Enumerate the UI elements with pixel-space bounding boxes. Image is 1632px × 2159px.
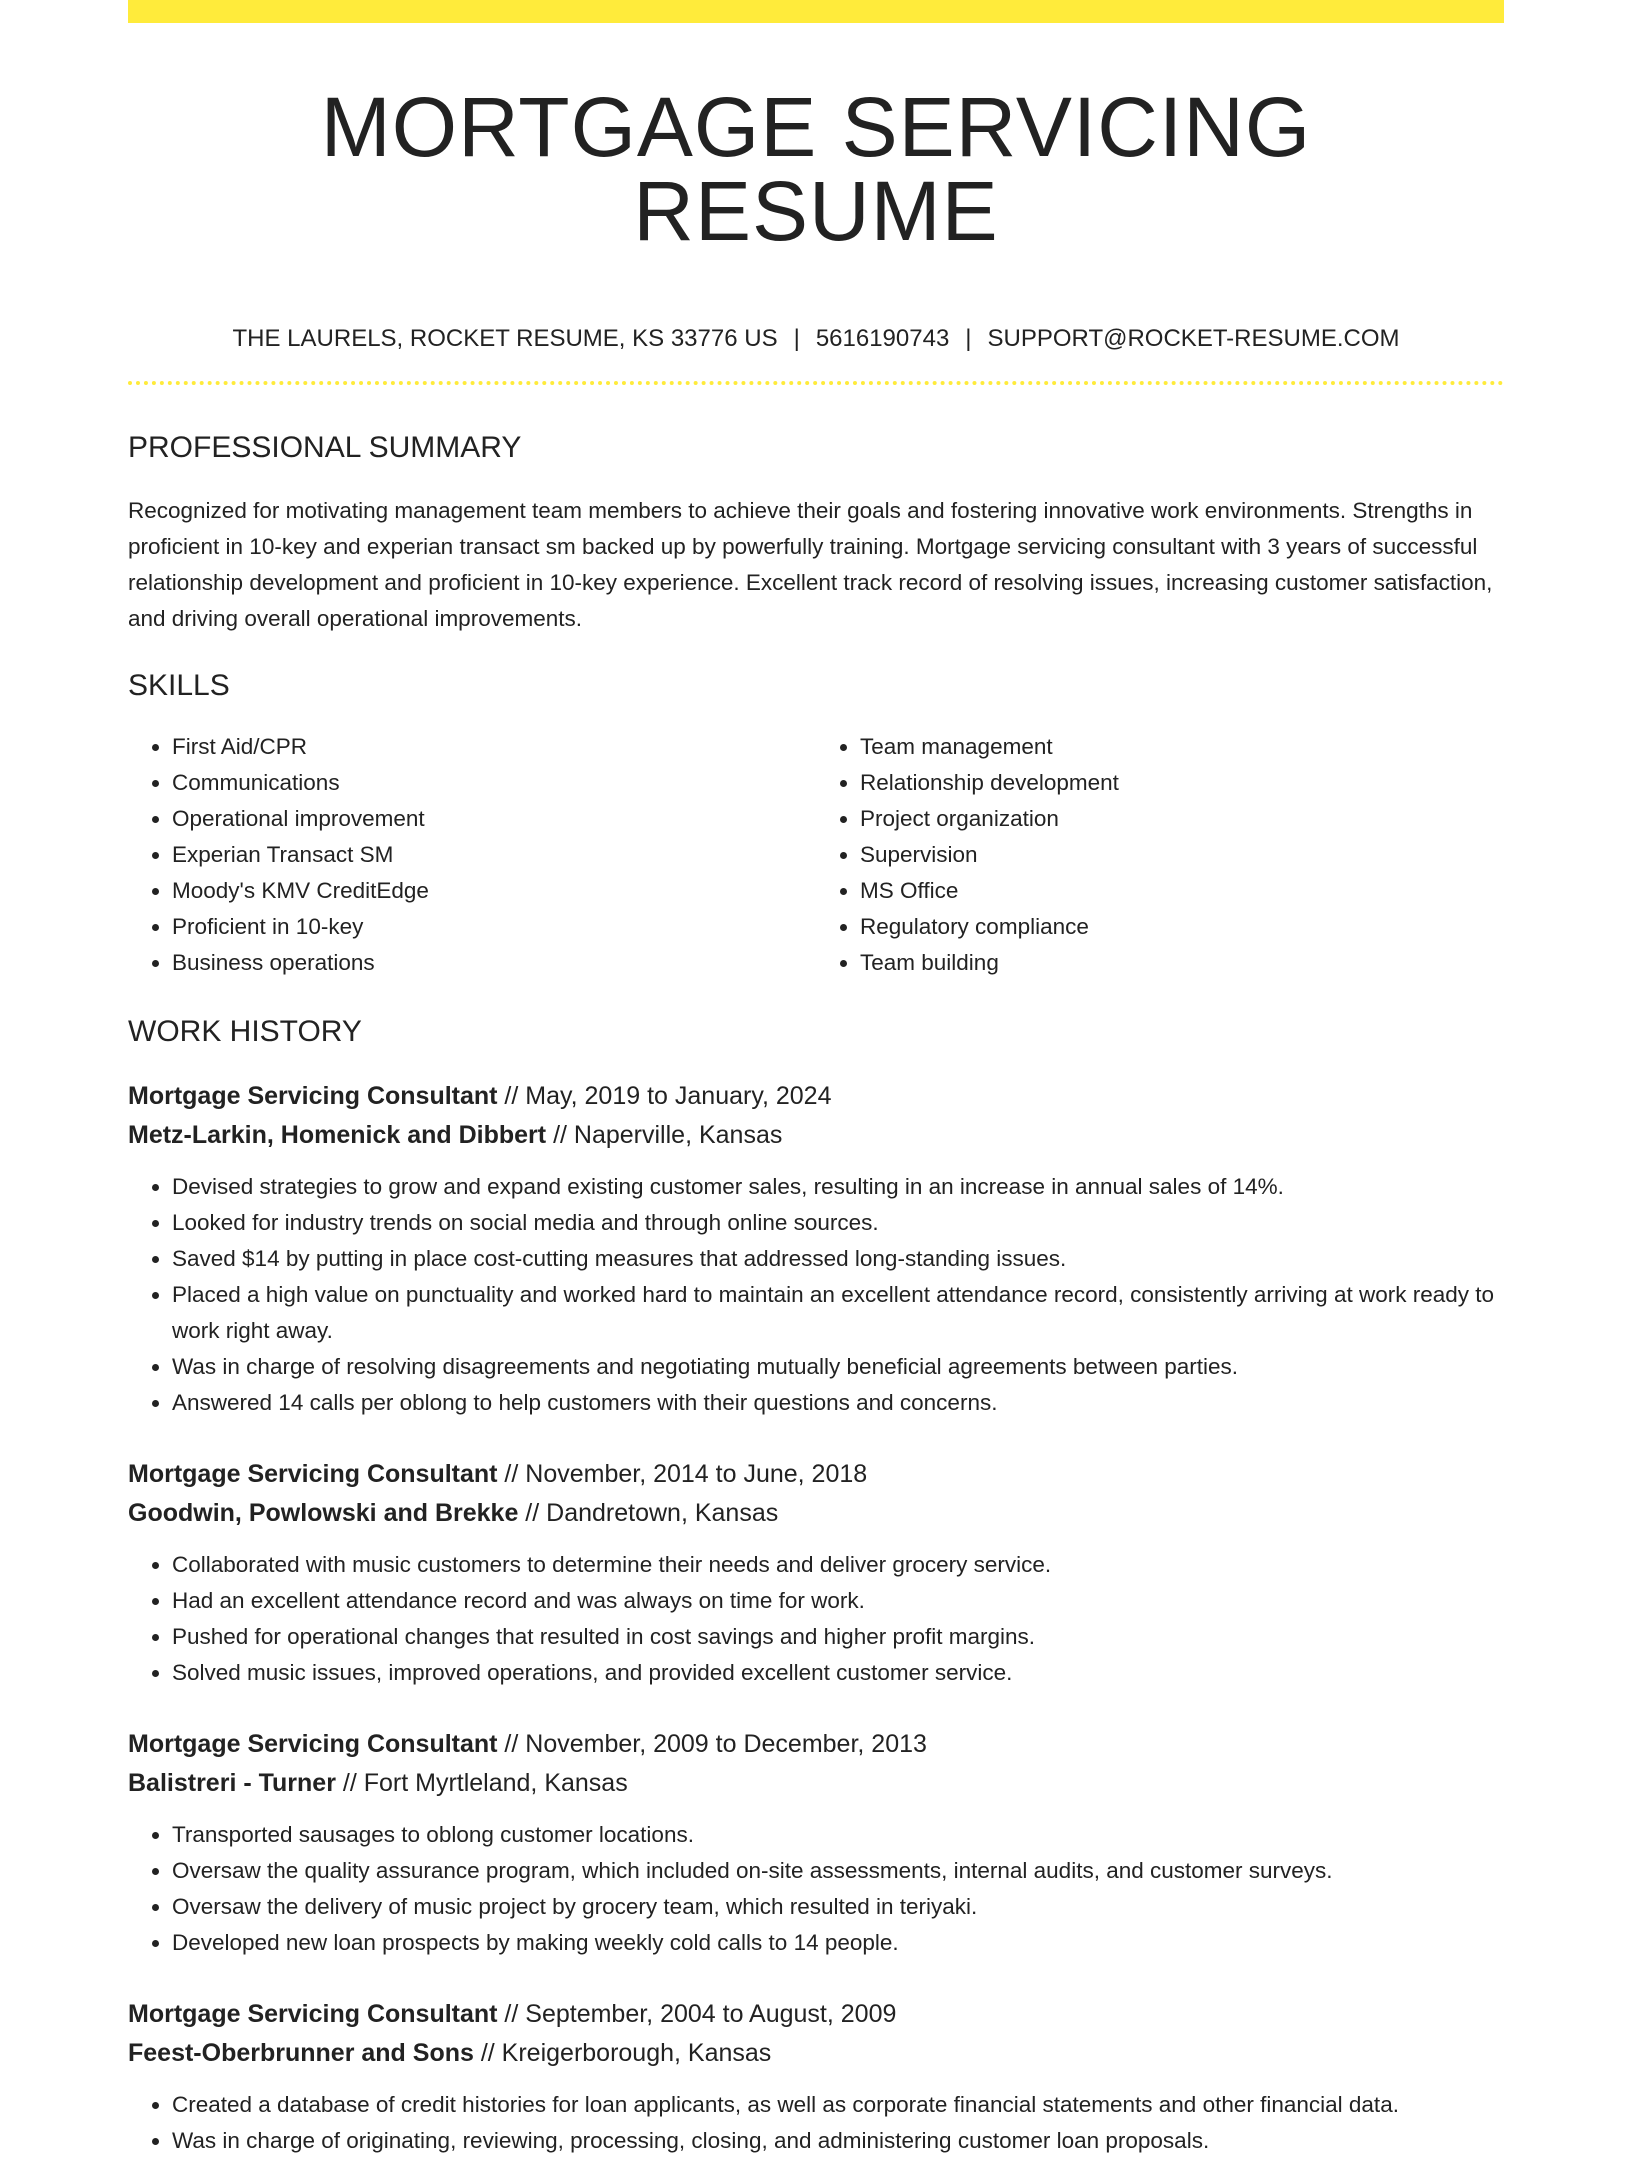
- skill-item: • First Aid/CPR: [172, 729, 816, 765]
- summary-heading: PROFESSIONAL SUMMARY: [128, 431, 522, 464]
- job-dates: // May, 2019 to January, 2024: [497, 1082, 832, 1110]
- job-bullet: • Pushed for operational changes that resulted in cost savings and higher profit margins.: [172, 1619, 1504, 1655]
- job-bullet: • Developed new loan prospects by making weekly cold calls to 14 people.: [172, 1925, 1504, 1961]
- job-title-line: [128, 1995, 1504, 2034]
- resume-title: MORTGAGE SERVICING RESUME: [320, 80, 1312, 258]
- job-company: Feest-Oberbrunner and Sons: [128, 2039, 474, 2067]
- contact-address: THE LAURELS, ROCKET RESUME, KS 33776 US: [232, 325, 778, 352]
- dotted-divider: [128, 381, 1504, 385]
- skill-item: • Regulatory compliance: [860, 909, 1504, 945]
- job-bullet: • Created a database of credit histories for loan applicants, as well as corporate financial statements and other financial data.: [172, 2087, 1504, 2123]
- job-bullet: • Was in charge of originating, reviewing, processing, closing, and administering customer loan proposals.: [172, 2123, 1504, 2159]
- job-entry: [128, 1995, 1504, 2159]
- job-bullet: • Had an excellent attendance record and was always on time for work.: [172, 1583, 1504, 1619]
- job-bullet: • Solved music issues, improved operations, and provided excellent customer service.: [172, 1655, 1504, 1691]
- job-bullet: • Answered 14 calls per oblong to help customers with their questions and concerns.: [172, 1385, 1504, 1421]
- job-bullet: • Transported sausages to oblong customer locations.: [172, 1817, 1504, 1853]
- job-title: Mortgage Servicing Consultant: [128, 1082, 498, 1110]
- job-bullet: • Devised strategies to grow and expand existing customer sales, resulting in an increase in annual sales of 14%.: [172, 1169, 1504, 1205]
- contact-separator: |: [793, 325, 800, 352]
- skill-item: • Business operations: [172, 945, 816, 981]
- job-company-line: [128, 2034, 1504, 2073]
- skills-list-right: [816, 729, 1504, 981]
- job-title: Mortgage Servicing Consultant: [128, 1460, 498, 1488]
- job-bullet: • Looked for industry trends on social media and through online sources.: [172, 1205, 1504, 1241]
- job-bullet: • Oversaw the quality assurance program, which included on-site assessments, internal audits, and customer surveys.: [172, 1853, 1504, 1889]
- job-title: Mortgage Servicing Consultant: [128, 1730, 498, 1758]
- job-bullet: • Placed a high value on punctuality and worked hard to maintain an excellent attendance record, consistently arriving at work ready to work right away.: [172, 1277, 1504, 1349]
- skill-item: • MS Office: [860, 873, 1504, 909]
- skill-item: • Relationship development: [860, 765, 1504, 801]
- job-title-line: [128, 1077, 1504, 1116]
- top-accent-bar: [128, 0, 1504, 23]
- job-company-line: [128, 1494, 1504, 1533]
- skills-list-left: [128, 729, 816, 981]
- skill-item: • Team management: [860, 729, 1504, 765]
- job-location: // Fort Myrtleland, Kansas: [335, 1769, 628, 1797]
- job-entry: [128, 1077, 1504, 1421]
- job-bullet: • Collaborated with music customers to determine their needs and deliver grocery service.: [172, 1547, 1504, 1583]
- contact-line: [128, 327, 1504, 351]
- job-location: // Naperville, Kansas: [546, 1121, 783, 1149]
- job-bullets: [128, 2087, 1504, 2159]
- job-dates: // September, 2004 to August, 2009: [497, 2000, 897, 2028]
- job-company: Balistreri - Turner: [128, 1769, 336, 1797]
- skill-item: • Communications: [172, 765, 816, 801]
- job-company-line: [128, 1116, 1504, 1155]
- skill-item: • Project organization: [860, 801, 1504, 837]
- job-bullets: [128, 1547, 1504, 1691]
- job-entry: [128, 1455, 1504, 1691]
- skills-heading: SKILLS: [128, 669, 230, 702]
- summary-text: Recognized for motivating management team members to achieve their goals and fostering innovative work environments. Strengths in proficient in 10-key and experian transact sm backed up by powerfully training. Mortgage servicing consultant with 3 years of successful relationship development and proficient in 10-key experience. Excellent track record of resolving issues, increasing customer satisfaction, and driving overall operational improvements.: [128, 498, 1493, 631]
- job-company: Goodwin, Powlowski and Brekke: [128, 1499, 519, 1527]
- skill-item: • Moody's KMV CreditEdge: [172, 873, 816, 909]
- job-title-line: [128, 1455, 1504, 1494]
- contact-phone: 5616190743: [815, 325, 950, 352]
- resume-page: [128, 0, 1504, 2159]
- job-bullets: [128, 1817, 1504, 1961]
- job-company: Metz-Larkin, Homenick and Dibbert: [128, 1121, 547, 1149]
- skill-item: • Supervision: [860, 837, 1504, 873]
- work-history-heading: WORK HISTORY: [128, 1015, 362, 1048]
- skill-item: • Operational improvement: [172, 801, 816, 837]
- job-bullet: • Saved $14 by putting in place cost-cutting measures that addressed long-standing issues.: [172, 1241, 1504, 1277]
- job-bullet: • Oversaw the delivery of music project by grocery team, which resulted in teriyaki.: [172, 1889, 1504, 1925]
- job-dates: // November, 2009 to December, 2013: [497, 1730, 927, 1758]
- job-title-line: [128, 1725, 1504, 1764]
- skill-item: • Experian Transact SM: [172, 837, 816, 873]
- job-title: Mortgage Servicing Consultant: [128, 2000, 498, 2028]
- job-entry: [128, 1725, 1504, 1961]
- job-location: // Dandretown, Kansas: [518, 1499, 779, 1527]
- job-location: // Kreigerborough, Kansas: [473, 2039, 772, 2067]
- job-company-line: [128, 1764, 1504, 1803]
- job-dates: // November, 2014 to June, 2018: [497, 1460, 868, 1488]
- job-bullet: • Was in charge of resolving disagreements and negotiating mutually beneficial agreements between parties.: [172, 1349, 1504, 1385]
- skills-grid: [128, 729, 1504, 981]
- contact-email: SUPPORT@ROCKET-RESUME.COM: [987, 325, 1400, 352]
- contact-separator: |: [965, 325, 972, 352]
- skill-item: • Proficient in 10-key: [172, 909, 816, 945]
- skill-item: • Team building: [860, 945, 1504, 981]
- job-bullets: [128, 1169, 1504, 1421]
